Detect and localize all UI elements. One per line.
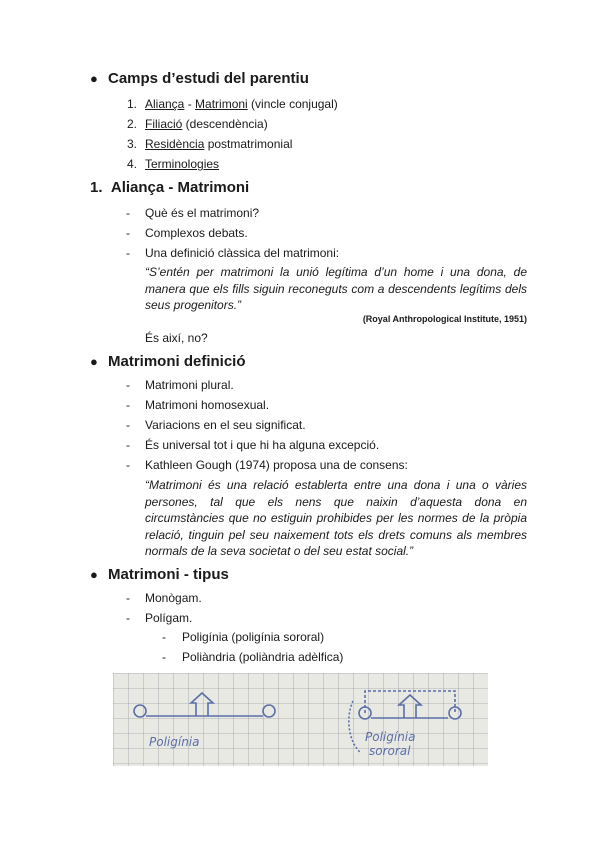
link-filiacio[interactable]: Filiació: [145, 117, 183, 131]
dash-item: És universal tot i que hi ha alguna excepció.: [145, 438, 380, 452]
heading-alianca: 1. Aliança - Matrimoni: [90, 179, 250, 196]
dash-item: Complexos debats.: [145, 226, 248, 240]
link-terminologies[interactable]: Terminologies: [145, 157, 220, 171]
label-left: Poligínia: [149, 735, 200, 749]
document-page: ● Camps d’estudi del parentiu 1. Aliança - Matrimoni (vincle conjugal) 2. Filiació (descendència) 3. Residència postmatrimonial 4. Terminologies 1. Aliança - Matrimoni - Què és el matrimoni? - Complexos debats. - Una definició clàssica del matrimoni: “S’entén per matrimoni la unió legítima d’un home i una dona, de manera que els fills siguin reconeguts com a descendents legítims dels seus progenitors.” (Royal Anthropological Institute, 1951) És així, no? ● Matrimoni definició - Matrimoni plural. - Matrimoni homosexual. - Variacions en el seu significat. - És universal tot i que hi ha alguna excepció. - Kathleen Gough (1974) proposa una de consens: “Matrimoni és una relació establerta entre una dona i una o vàries persones, tal que els nens que naixin d’aquesta dona en circumstàncies que no estiguin prohibides per les normes de la pròpia relació, tinguin pel seu naixement tots els drets comuns als membres normals de la seva societat o del seu estat social.” ● Matrimoni - tipus - Monògam. - Polígam. - Poligínia (poligínia sororal) - Poliàndria (poliàndria adèlfica) Poligínia Poligínia sororal: [0, 0, 600, 848]
quote-royal: “S’entén per matrimoni la unió legítima d’un home i una dona, de manera que els fills siguin reconeguts com a descendents legítims dels seus progenitors.”: [145, 265, 527, 312]
dash-item: Polígam.: [145, 611, 193, 625]
list-item: 4. Terminologies: [127, 157, 220, 171]
link-matrimoni[interactable]: Matrimoni: [195, 97, 248, 111]
list-item: 3. Residència postmatrimonial: [127, 137, 293, 151]
sub-item: Poligínia (poligínia sororal): [182, 630, 325, 644]
follow-question: És així, no?: [145, 331, 208, 345]
list-item: 1. Aliança - Matrimoni (vincle conjugal): [127, 97, 338, 111]
dash-item: Monògam.: [145, 591, 202, 605]
link-alianca[interactable]: Aliança: [145, 97, 185, 111]
label-right-1: Poligínia: [365, 730, 416, 744]
heading-tipus: Matrimoni - tipus: [108, 566, 229, 583]
grid-lines: [113, 673, 488, 766]
dash-item: Matrimoni homosexual.: [145, 398, 270, 412]
quote-gough: “Matrimoni és una relació establerta entre una dona i una o vàries persones, tal que els nens que naixin d’aquesta dona en circumstàncies que no estiguin prohibides per les normes de la pròpia relació, tinguin pel seu naixement tots els drets comuns als membres normals de la seva societat o del seu estat social.”: [145, 478, 527, 558]
link-residencia[interactable]: Residència: [145, 137, 205, 151]
heading-camps: Camps d’estudi del parentiu: [108, 70, 309, 87]
list-item: 2. Filiació (descendència): [127, 117, 268, 131]
dash-item: Kathleen Gough (1974) proposa una de consens:: [145, 458, 408, 472]
kinship-sketch-photo: [113, 673, 488, 766]
citation: (Royal Anthropological Institute, 1951): [362, 314, 527, 324]
bullet: ●: [90, 71, 98, 86]
dash-item: Matrimoni plural.: [145, 378, 234, 392]
bullet: ●: [90, 354, 98, 369]
label-right-2: sororal: [369, 744, 411, 758]
bullet: ●: [90, 567, 98, 582]
dash-item: Què és el matrimoni?: [145, 206, 260, 220]
dash-item: Variacions en el seu significat.: [145, 418, 306, 432]
sub-item: Poliàndria (poliàndria adèlfica): [182, 650, 344, 664]
dash-item: Una definició clàssica del matrimoni:: [145, 246, 340, 260]
heading-definicio: Matrimoni definició: [108, 353, 246, 370]
